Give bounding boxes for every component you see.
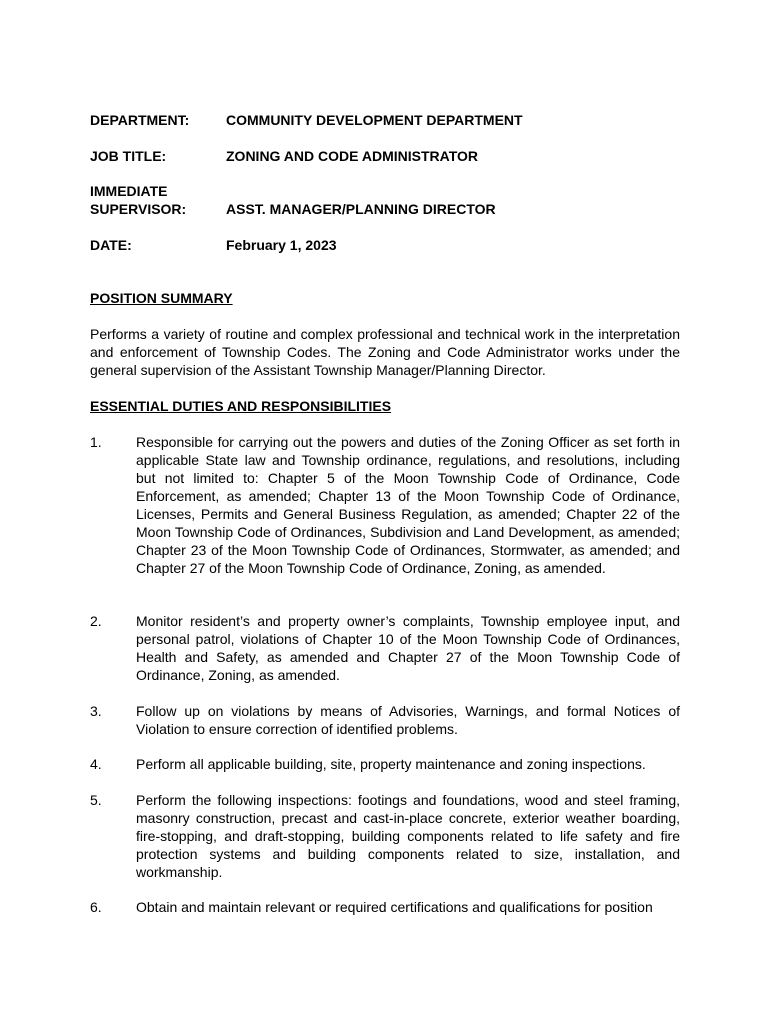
job-title-value: ZONING AND CODE ADMINISTRATOR <box>226 148 478 164</box>
department-value: COMMUNITY DEVELOPMENT DEPARTMENT <box>226 112 523 128</box>
duty-text: Obtain and maintain relevant or required certifications and qualifications for position <box>136 899 653 915</box>
duty-text: Perform all applicable building, site, property maintenance and zoning inspections. <box>136 756 646 772</box>
supervisor-label-line2: SUPERVISOR: <box>90 201 187 217</box>
department-label: DEPARTMENT: <box>90 112 190 128</box>
duty-number: 6. <box>90 899 102 915</box>
duties-heading: ESSENTIAL DUTIES AND RESPONSIBILITIES <box>90 398 392 414</box>
duty-text: Responsible for carrying out the powers and duties of the Zoning Officer as set forth in applicable State law and Township ordinance, regulations, and resolutions, including but not limited to: Chapter 5 of the Moon Township Code of Ordinance, Code Enforcement, as amended; Chapter 13 of the Moon Township Code of Ordinance, Licenses, Permits and General Business Regulation, as amended; Chapter 22 of the Moon Township Code of Ordinances, Subdivision and Land Development, as amended; Chapter 23 of the Moon Township Code of Ordinances, Stormwater, as amended; and Chapter 27 of the Moon Township Code of Ordinance, Zoning, as amended. <box>136 434 680 576</box>
supervisor-value: ASST. MANAGER/PLANNING DIRECTOR <box>226 201 496 217</box>
position-summary-heading: POSITION SUMMARY <box>90 290 233 306</box>
date-label: DATE: <box>90 237 132 253</box>
duty-number: 2. <box>90 613 102 629</box>
duty-text: Monitor resident’s and property owner’s complaints, Township employee input, and personal patrol, violations of Chapter 10 of the Moon Township Code of Ordinances, Health and Safety, as amended and Chapter 27 of the Moon Township Code of Ordinance, Zoning, as amended. <box>136 613 680 683</box>
duty-number: 3. <box>90 703 102 719</box>
duty-number: 4. <box>90 756 102 772</box>
duty-text: Follow up on violations by means of Advisories, Warnings, and formal Notices of Violation to ensure correction of identified problems. <box>136 703 680 737</box>
job-title-label: JOB TITLE: <box>90 148 167 164</box>
duty-number: 1. <box>90 434 102 450</box>
supervisor-label-line1: IMMEDIATE <box>90 183 168 199</box>
position-summary-text: Performs a variety of routine and complex professional and technical work in the interpretation and enforcement of Township Codes. The Zoning and Code Administrator works under the general supervision of the Assistant Township Manager/Planning Director. <box>90 326 680 378</box>
date-value: February 1, 2023 <box>226 237 337 253</box>
duty-number: 5. <box>90 792 102 808</box>
duty-text: Perform the following inspections: footings and foundations, wood and steel framing, masonry construction, precast and cast-in-place concrete, exterior weather boarding, fire-stopping, and draft-stopping, building components related to life safety and fire protection systems and building components related to size, installation, and workmanship. <box>136 792 680 880</box>
